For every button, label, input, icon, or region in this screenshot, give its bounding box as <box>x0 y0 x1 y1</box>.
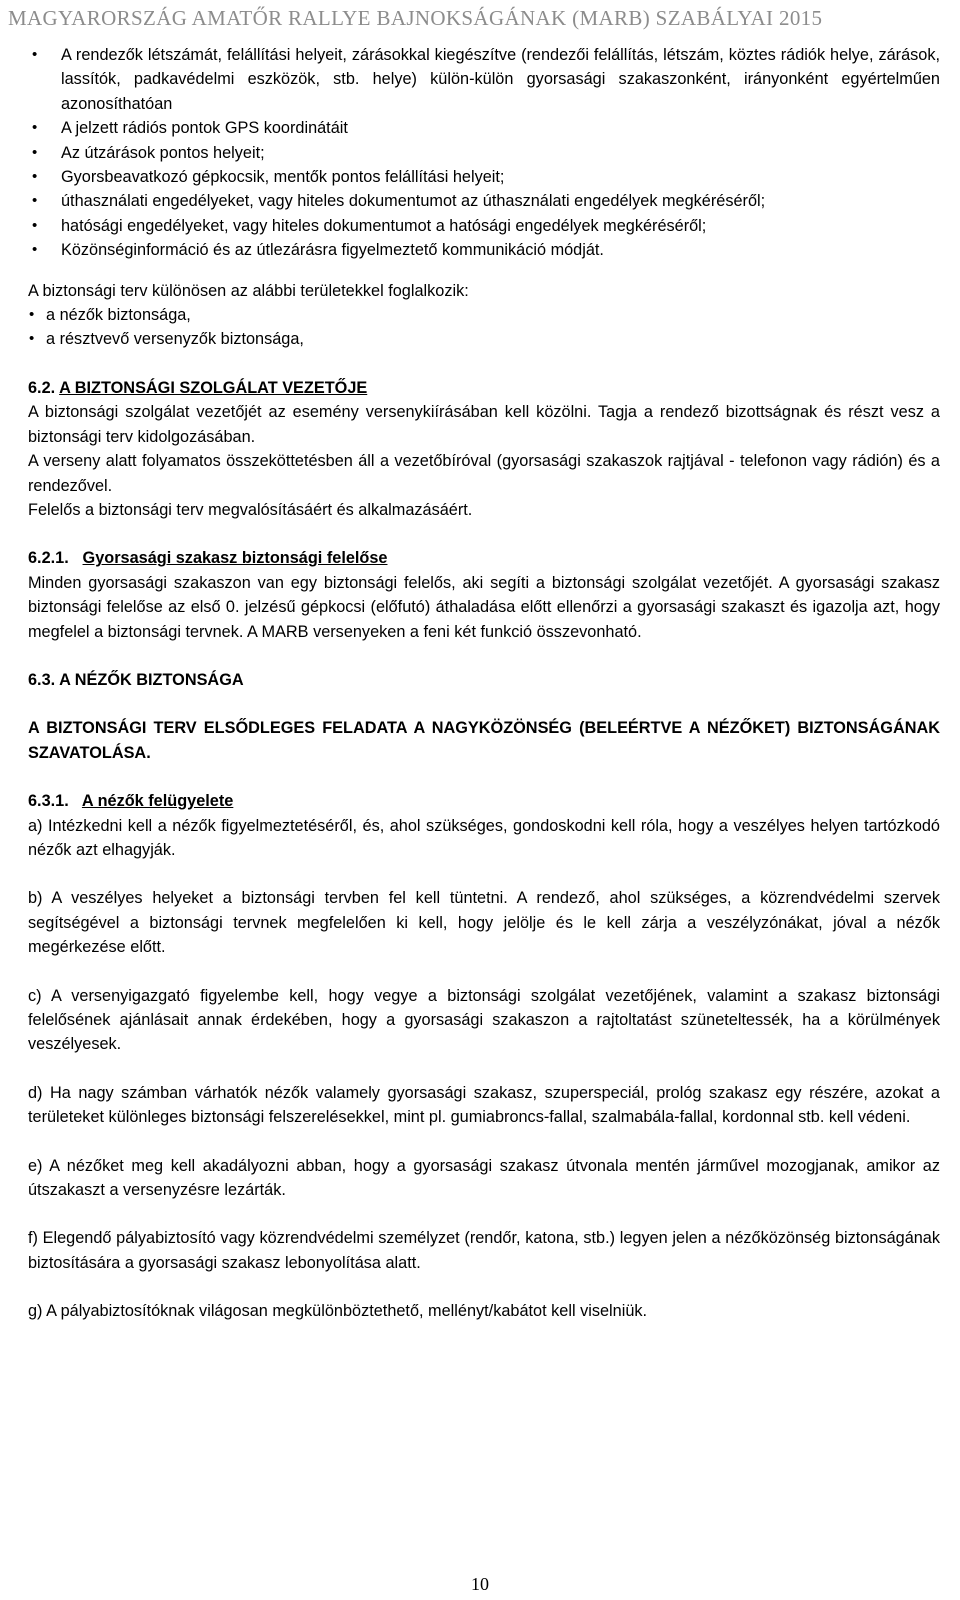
section-title: Gyorsasági szakasz biztonsági felelőse <box>82 549 388 568</box>
page-number: 10 <box>471 1574 489 1594</box>
section-number: 6.2. <box>28 378 56 397</box>
section-title: A NÉZŐK BIZTONSÁGA <box>59 670 244 689</box>
list-item-f: f) Elegendő pályabiztosító vagy közrendvédelmi személyzet (rendőr, katona, stb.) legyen jelen a nézőközönség biztonságának biztosítására a gyorsasági szakasz lebonyolítása alatt. <box>28 1229 940 1272</box>
section-heading-6-2 <box>28 376 940 400</box>
section-heading-6-3-1 <box>28 789 940 813</box>
list-item: • Közönséginformáció és az útlezárásra figyelmeztető kommunikáció módját. <box>28 238 940 262</box>
list-item-a: a) Intézkedni kell a nézők figyelmeztetéséről, és, ahol szükséges, gondoskodni kell róla, hogy a veszélyes helyen tartózkodó nézők azt elhagyják. <box>28 816 940 859</box>
list-item: • a résztvevő versenyzők biztonsága, <box>28 327 940 351</box>
list-item: • a nézők biztonsága, <box>28 303 940 327</box>
list-item: • A rendezők létszámát, felállítási helyeit, zárásokkal kiegészítve (rendezői felállítás, létszám, köztes rádiók helye, zárások, lassítók, padkavédelmi eszközök, stb. helye) külön-külön gyorsasági szakaszonként, irányonként egyértelműen azonosíthatóan <box>28 43 940 116</box>
section-title: A BIZTONSÁGI SZOLGÁLAT VEZETŐJE <box>59 378 368 397</box>
intro-paragraph: A biztonsági terv különösen az alábbi területekkel foglalkozik: <box>28 281 469 300</box>
list-item: • Gyorsbeavatkozó gépkocsik, mentők pontos felállítási helyeit; <box>28 165 940 189</box>
bullet-list-plan-contents <box>28 43 940 263</box>
bullet-list-areas <box>28 303 940 352</box>
list-item-g: g) A pályabiztosítóknak világosan megkülönböztethető, mellényt/kabátot kell viselniük. <box>28 1302 648 1321</box>
section-heading-6-3 <box>28 668 940 692</box>
paragraph: A biztonsági szolgálat vezetőjét az esemény versenykiírásában kell közölni. Tagja a rendező bizottságnak és részt vesz a biztonsági terv kidolgozásában. <box>28 403 940 446</box>
paragraph: Felelős a biztonsági terv megvalósításáért és alkalmazásáért. <box>28 500 473 519</box>
list-item-d: d) Ha nagy számban várhatók nézők valamely gyorsasági szakasz, szuperspeciál, prológ szakasz egy részére, azokat a területeket különleges biztonsági felszerelésekkel, mint pl. gumiabroncs-fallal, szalmabála-fallal, kordonnal stb. kell védeni. <box>28 1083 940 1127</box>
page-header <box>0 2 960 36</box>
list-item-e: e) A nézőket meg kell akadályozni abban, hogy a gyorsasági szakasz útvonala mentén járművel mozogjanak, amikor az útszakaszt a versenyzésre lezárták. <box>28 1156 940 1200</box>
document-body <box>28 43 940 1324</box>
list-item: • úthasználati engedélyeket, vagy hiteles dokumentumot az úthasználati engedélyek megkéréséről; <box>28 189 940 213</box>
section-number: 6.3.1. <box>28 792 69 811</box>
list-item: • Az útzárások pontos helyeit; <box>28 141 940 165</box>
list-item: • hatósági engedélyeket, vagy hiteles dokumentumot a hatósági engedélyek megkéréséről; <box>28 214 940 238</box>
header-title: MAGYARORSZÁG AMATŐR RALLYE BAJNOKSÁGÁNAK (MARB) SZABÁLYAI 2015 <box>8 6 823 30</box>
caps-statement: A BIZTONSÁGI TERV ELSŐDLEGES FELADATA A NAGYKÖZÖNSÉG (BELEÉRTVE A NÉZŐKET) BIZTONSÁGÁNAK SZAVATOLÁSA. <box>28 719 940 762</box>
section-number: 6.2.1. <box>28 549 69 568</box>
list-item-c: c) A versenyigazgató figyelembe kell, hogy vegye a biztonsági szolgálat vezetőjének, valamint a szakasz biztonsági felelősének ajánlásait annak érdekében, hogy a gyorsasági szakaszon a rajtoltatást szüneteltessék, ha a körülmények veszélyesek. <box>28 986 940 1054</box>
paragraph: A verseny alatt folyamatos összeköttetésben áll a vezetőbíróval (gyorsasági szakaszok rajtjával - telefonon vagy rádión) és a rendezővel. <box>28 452 940 495</box>
list-item-b: b) A veszélyes helyeket a biztonsági tervben fel kell tüntetni. A rendező, ahol szükséges, a közrendvédelmi szervek segítségével a biztonsági tervnek megfelelően ki kell, hogy jelölje és le kell zárja a veszélyzónákat, jóval a nézők megérkezése előtt. <box>28 889 940 957</box>
paragraph: Minden gyorsasági szakaszon van egy biztonsági felelős, aki segíti a biztonsági szolgálat vezetőjét. A gyorsasági szakasz biztonsági felelőse az első 0. jelzésű gépkocsi (előfutó) áthaladása előtt ellenőrzi a gyorsasági szakaszt és igazolja azt, hogy megfelel a biztonsági tervnek. A MARB versenyeken a feni két funkció összevonható. <box>28 573 940 641</box>
list-item: • A jelzett rádiós pontok GPS koordinátáit <box>28 116 940 140</box>
section-number: 6.3. <box>28 670 56 689</box>
section-title: A nézők felügyelete <box>81 792 234 811</box>
section-heading-6-2-1 <box>28 546 940 570</box>
